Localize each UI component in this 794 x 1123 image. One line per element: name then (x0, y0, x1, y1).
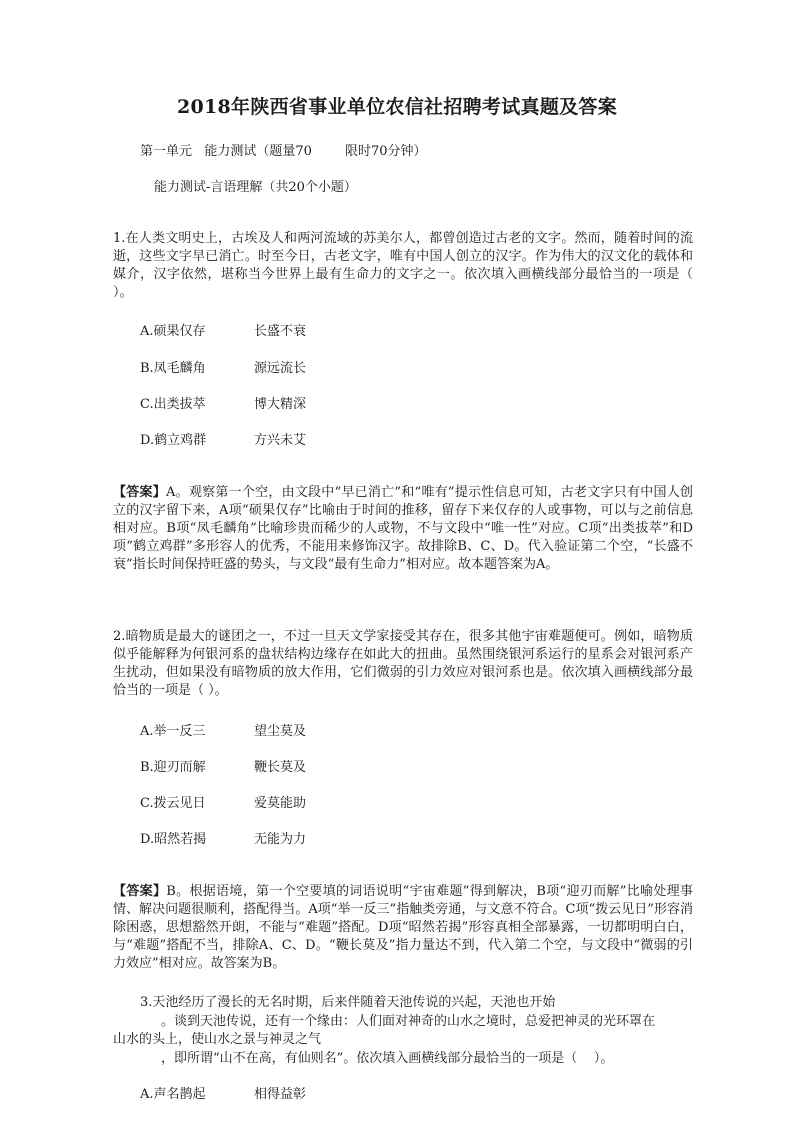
option-first-word: C.出类拔萃 (140, 397, 206, 412)
option-second-word: 博大精深 (254, 397, 307, 412)
answer-text: B。根据语境，第一个空要填的词语说明“宇宙难题”得到解决，B项“迎刃而解”比喻处理事情、解决问题很顺利，搭配得当。A项“举一反三”指触类旁通，与文意不符合。C项“拨云见日”形容消除困惑，思想豁然开朗，不能与“难题”搭配。D项“昭然若揭”形容真相全部暴露，一切都明明白白，与“难题”搭配不当，排除A、C、D。“鞭长莫及”指力量达不到，代入第二个空，与文段中“微弱的引力效应”相对应。故答案为B。 (113, 884, 693, 971)
question-1-option-a (140, 320, 306, 339)
option-second-word: 无能为力 (254, 832, 307, 847)
question-2-option-b (140, 756, 306, 775)
answer-label: 【答案】 (113, 884, 167, 899)
option-second-word: 爱莫能助 (254, 796, 307, 811)
option-first-word: B.迎刃而解 (140, 760, 206, 775)
option-second-word: 方兴未艾 (254, 433, 307, 448)
unit-heading: 第一单元 能力测试（题量70 限时70分钟） (140, 144, 427, 159)
answer-label: 【答案】 (113, 485, 166, 500)
question-1-answer (113, 484, 693, 574)
question-1-option-c (140, 393, 306, 412)
question-2-answer (113, 883, 693, 973)
option-second-word: 长盛不衰 (254, 324, 307, 339)
question-2-option-d (140, 828, 306, 847)
option-first-word: C.拨云见日 (140, 796, 206, 811)
question-3-stem-line-4: ，即所谓“山不在高，有仙则名”。依次填入画横线部分最恰当的一项是（ ）。 (161, 1051, 614, 1066)
option-first-word: D.鹤立鸡群 (140, 433, 207, 448)
option-second-word: 源远流长 (254, 361, 307, 376)
question-3-stem-line-3: 山水的头上，使山水之景与神灵之气 (113, 1032, 322, 1047)
question-1-option-d (140, 429, 306, 448)
question-1-option-b (140, 357, 306, 376)
question-2-option-c (140, 792, 306, 811)
question-3-option-a (140, 1083, 306, 1102)
option-first-word: A.声名鹊起 (140, 1087, 206, 1102)
question-2-stem: 2.暗物质是最大的谜团之一，不过一旦天文学家接受其存在，很多其他宇宙难题便可。例如，暗物质似乎能解释为何银河系的盘状结构边缘存在如此大的扭曲。虽然围绕银河系运行的星系会对银河系产生扰动，但如果没有暗物质的放大作用，它们微弱的引力效应对银河系也是。依次填入画横线部分最恰当的一项是（ ）。 (113, 629, 693, 698)
answer-text: A。观察第一个空，由文段中“早已消亡”和“唯有”提示性信息可知，古老文字只有中国人创立的汉字留下来，A项“硕果仅存”比喻由于时间的推移，留存下来仅存的人或事物，可以与之前信息相对应。B项“凤毛麟角”比喻珍贵而稀少的人或物，不与文段中“唯一性”对应。C项“出类拔萃”和D项“鹤立鸡群”多形容人的优秀，不能用来修饰汉字。故排除B、C、D。代入验证第二个空，“长盛不衰”指长时间保持旺盛的势头，与文段“最有生命力”相对应。故本题答案为A。 (113, 485, 693, 572)
option-second-word: 望尘莫及 (254, 724, 307, 739)
option-first-word: B.凤毛麟角 (140, 361, 206, 376)
question-1-stem: 1.在人类文明史上，古埃及人和两河流域的苏美尔人，都曾创造过古老的文字。然而，随着时间的流逝，这些文字早已消亡。时至今日，古老文字，唯有中国人创立的汉字。作为伟大的汉文化的载体和媒介，汉字依然，堪称当今世界上最有生命力的文字之一。依次填入画横线部分最恰当的一项是（ ）。 (113, 231, 693, 300)
section-heading: 能力测试-言语理解（共20个小题） (154, 180, 357, 195)
question-3-stem-line-1: 3.天池经历了漫长的无名时期，后来伴随着天池传说的兴起，天池也开始 (140, 995, 556, 1010)
question-2-option-a (140, 720, 306, 739)
question-3-stem-line-2: 。谈到天池传说，还有一个缘由：人们面对神奇的山水之境时，总爱把神灵的光环罩在 (161, 1014, 656, 1029)
option-first-word: A.硕果仅存 (140, 324, 206, 339)
option-second-word: 相得益彰 (254, 1087, 307, 1102)
option-second-word: 鞭长莫及 (254, 760, 307, 775)
option-first-word: D.昭然若揭 (140, 832, 207, 847)
option-first-word: A.举一反三 (140, 724, 206, 739)
page-title: 2018年陕西省事业单位农信社招聘考试真题及答案 (176, 96, 618, 118)
